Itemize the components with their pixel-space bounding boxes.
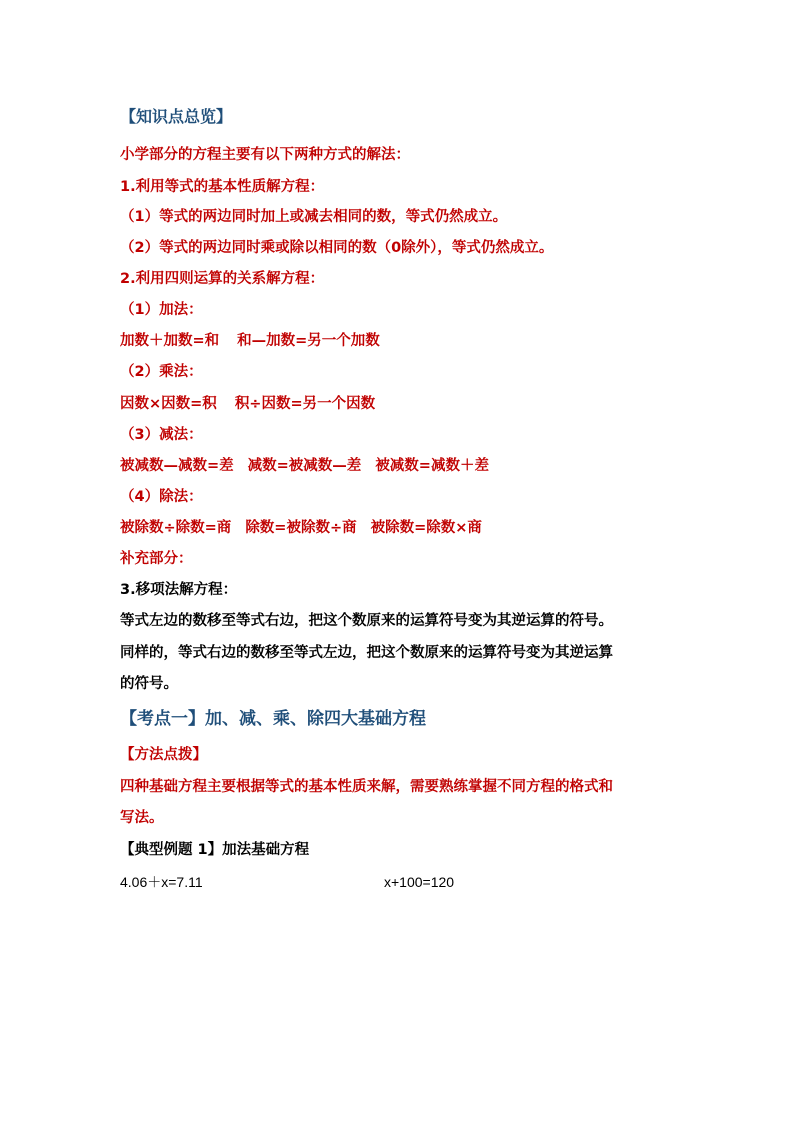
example-equation-1: 4.06＋x=7.11 — [120, 874, 203, 890]
method1-title: 1.利用等式的基本性质解方程： — [120, 179, 325, 195]
multiplication-formula-1: 因数×因数=积 — [120, 396, 217, 412]
subtraction-formula-3: 被减数=减数＋差 — [375, 458, 489, 474]
point1-heading: 【考点一】加、减、乘、除四大基础方程 — [120, 709, 426, 729]
method3-title: 3.移项法解方程： — [120, 582, 238, 598]
method-tip-line-2: 写法。 — [120, 810, 164, 826]
method3-line-3: 的符号。 — [120, 676, 178, 692]
division-formula-1: 被除数÷除数=商 — [120, 520, 232, 536]
example-equation-2: x+100=120 — [384, 874, 455, 890]
method3-line-1: 等式左边的数移至等式右边，把这个数原来的运算符号变为其逆运算的符号。 — [120, 613, 613, 629]
method-tip-line-1: 四种基础方程主要根据等式的基本性质来解，需要熟练掌握不同方程的格式和 — [120, 779, 613, 795]
multiplication-formulas — [120, 394, 375, 414]
addition-formulas — [120, 331, 380, 351]
supplement-label: 补充部分： — [120, 551, 193, 567]
method-tip-title: 【方法点拨】 — [120, 747, 207, 763]
multiplication-formula-2: 积÷因数=另一个因数 — [234, 396, 376, 412]
method1-rule1: （1）等式的两边同时加上或减去相同的数，等式仍然成立。 — [120, 209, 508, 225]
method3-line-2: 同样的，等式右边的数移至等式左边，把这个数原来的运算符号变为其逆运算 — [120, 645, 613, 661]
overview-heading: 【知识点总览】 — [120, 107, 233, 126]
example-title: 【典型例题 1】加法基础方程 — [120, 842, 310, 858]
division-title: （4）除法： — [120, 489, 203, 505]
division-formula-3: 被除数=除数×商 — [370, 520, 482, 536]
addition-formula-1: 加数＋加数=和 — [120, 333, 220, 349]
subtraction-title: （3）减法： — [120, 427, 203, 443]
subtraction-formulas — [120, 456, 489, 476]
overview-intro: 小学部分的方程主要有以下两种方式的解法： — [120, 147, 410, 163]
method1-rule2: （2）等式的两边同时乘或除以相同的数（0除外），等式仍然成立。 — [120, 240, 554, 256]
subtraction-formula-1: 被减数—减数=差 — [120, 458, 234, 474]
division-formulas — [120, 518, 482, 538]
multiplication-title: （2）乘法： — [120, 364, 203, 380]
subtraction-formula-2: 减数=被减数—差 — [247, 458, 362, 474]
method2-title: 2.利用四则运算的关系解方程： — [120, 271, 325, 287]
addition-title: （1）加法： — [120, 302, 203, 318]
addition-formula-2: 和—加数=另一个加数 — [237, 333, 380, 349]
division-formula-2: 除数=被除数÷商 — [245, 520, 357, 536]
